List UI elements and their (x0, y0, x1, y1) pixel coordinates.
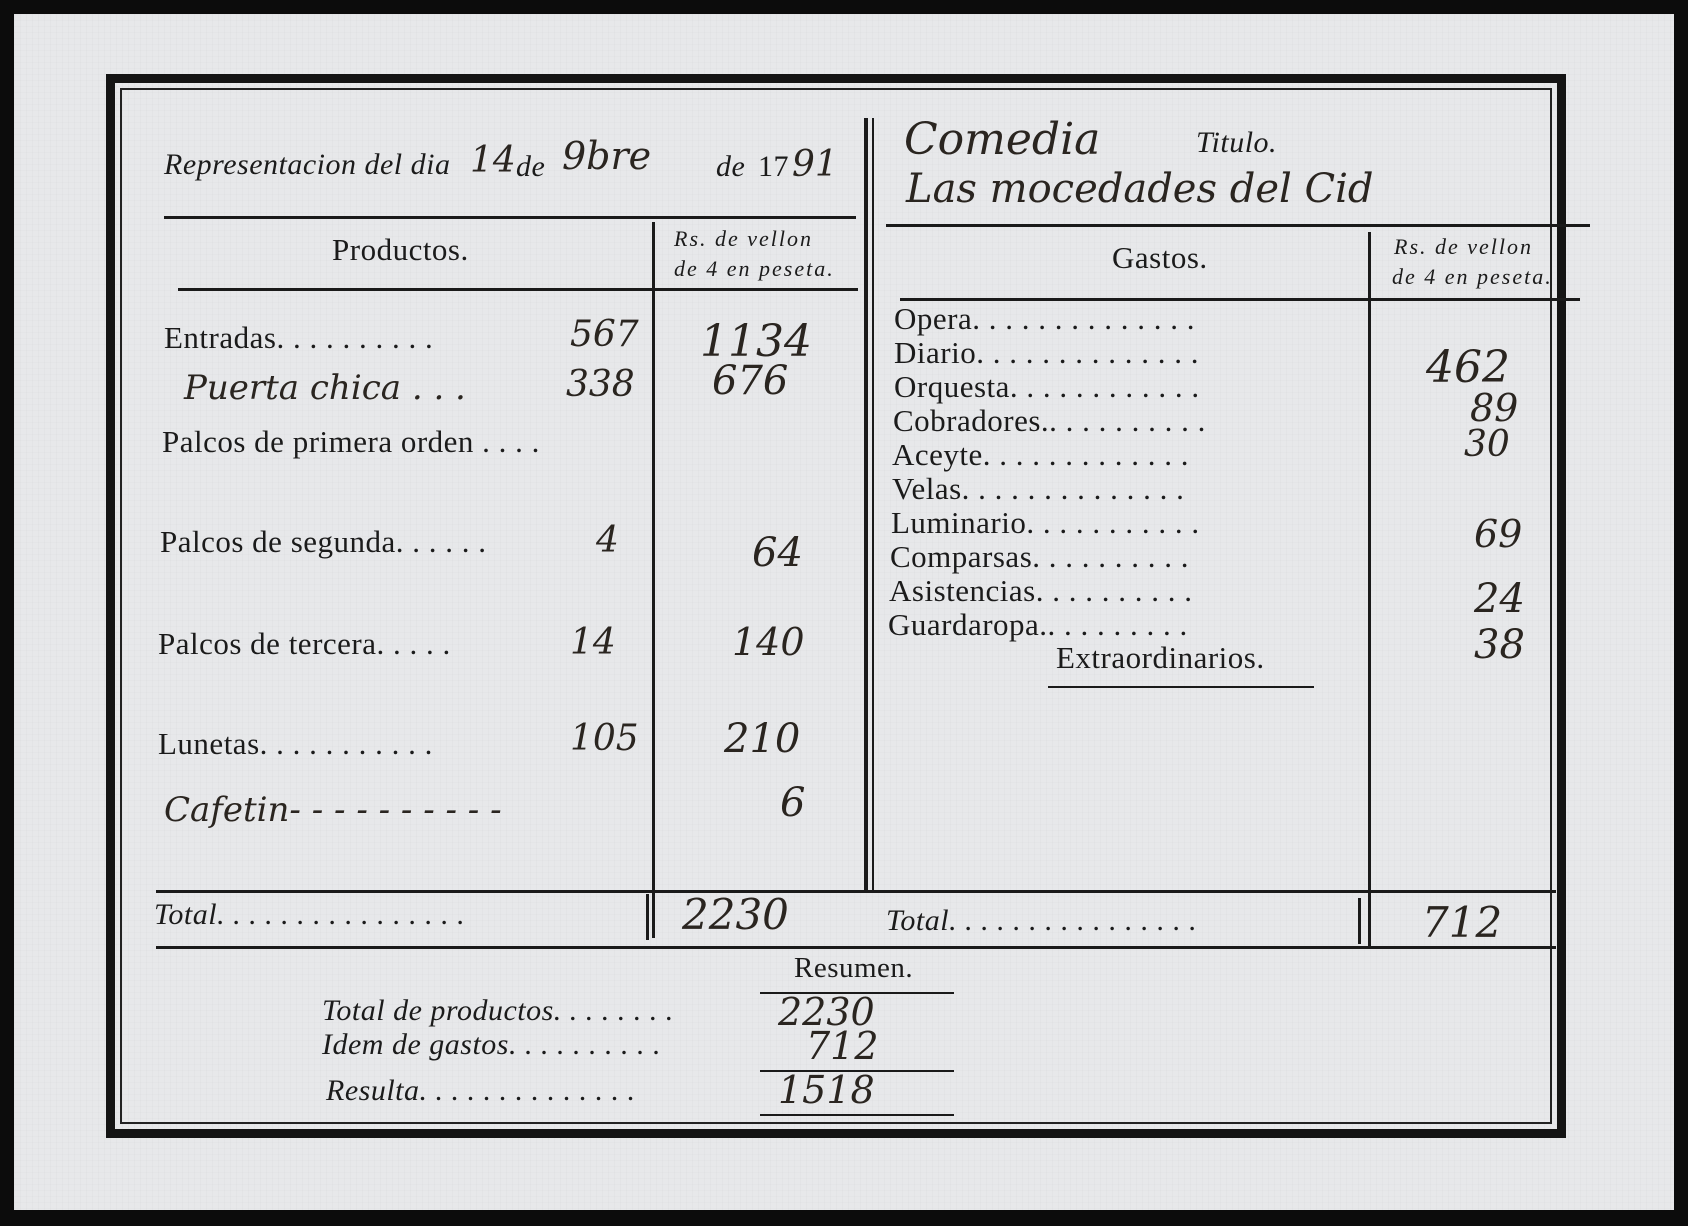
productos-amount-divider (652, 222, 655, 938)
gastos-amount: 69 (1474, 512, 1523, 556)
comedia-handwritten: Comedia (904, 114, 1101, 165)
gastos-amount: 24 (1474, 576, 1525, 622)
resumen-row-label: Total de productos. . . . . . . . (322, 994, 674, 1027)
productos-total-value: 2230 (682, 890, 789, 939)
productos-row-amount: 6 (780, 780, 806, 826)
productos-head-rule (178, 288, 858, 291)
productos-row-label: Palcos de segunda. . . . . . (160, 524, 487, 559)
gastos-row: Cobradores.. . . . . . . . . . (893, 403, 1206, 438)
productos-unit-line2: de 4 en peseta. (674, 256, 835, 281)
productos-row-label: Lunetas. . . . . . . . . . . (158, 726, 433, 761)
year-handwritten: 91 (792, 144, 838, 185)
gastos-amount: 30 (1464, 424, 1510, 465)
productos-row-amount: 64 (752, 530, 803, 576)
productos-row-label: Palcos de primera orden . . . . (162, 424, 540, 459)
extraordinarios-label: Extraordinarios. (1056, 640, 1265, 675)
gastos-heading: Gastos. (1112, 240, 1208, 275)
gastos-total-label: Total. . . . . . . . . . . . . . . . (886, 904, 1198, 937)
extraordinarios-rule (1048, 686, 1314, 688)
gastos-amount: 89 (1470, 386, 1519, 430)
gastos-row: Asistencias. . . . . . . . . . (889, 573, 1193, 608)
productos-row-label: Palcos de tercera. . . . . (158, 626, 451, 661)
productos-row-count: 4 (596, 520, 619, 561)
gastos-amount-divider (1368, 232, 1371, 946)
productos-row-amount: 1134 (700, 316, 812, 367)
productos-row-label: Cafetin- - - - - - - - - - (164, 790, 502, 830)
gastos-row: Comparsas. . . . . . . . . . (890, 539, 1190, 574)
productos-total-label: Total. . . . . . . . . . . . . . . . (154, 898, 466, 931)
gastos-amount: 38 (1474, 622, 1525, 668)
gastos-row: Guardaropa.. . . . . . . . . (888, 607, 1188, 642)
productos-row-amount: 140 (732, 620, 805, 664)
gastos-list (888, 301, 1352, 642)
de-label-1: de (516, 150, 546, 183)
resumen-row-value: 712 (806, 1024, 879, 1068)
titulo-label: Titulo. (1196, 126, 1278, 159)
resumen-rule-3 (760, 1114, 954, 1116)
year-prefix: 17 (758, 150, 789, 183)
resumen-row-label: Resulta. . . . . . . . . . . . . . (326, 1074, 636, 1107)
resumen-row-value: 1518 (778, 1068, 875, 1112)
resumen-row-value: 2230 (778, 990, 875, 1034)
productos-row-label: Puerta chica . . . (184, 368, 466, 408)
total-divider-right (1358, 898, 1361, 944)
productos-row-count: 14 (570, 622, 616, 663)
productos-row-count: 105 (570, 718, 639, 759)
day-handwritten: 14 (470, 140, 516, 181)
resumen-row-label: Idem de gastos. . . . . . . . . . (322, 1028, 661, 1061)
resumen-heading: Resumen. (794, 952, 914, 984)
gastos-row: Diario. . . . . . . . . . . . . . (894, 335, 1199, 370)
productos-row-count: 567 (570, 314, 639, 355)
gastos-unit-line1: Rs. de vellon (1394, 234, 1534, 259)
month-handwritten: 9bre (562, 134, 652, 178)
gastos-amount: 462 (1426, 342, 1510, 393)
productos-row-amount: 210 (724, 716, 801, 762)
productos-unit-line1: Rs. de vellon (674, 226, 814, 251)
productos-row-amount: 676 (712, 358, 789, 404)
gastos-row: Velas. . . . . . . . . . . . . . (892, 471, 1185, 506)
gastos-unit-line2: de 4 en peseta. (1392, 264, 1553, 289)
de-label-2: de (716, 150, 746, 183)
header-rule-left (164, 216, 856, 219)
gastos-row: Aceyte. . . . . . . . . . . . . (892, 437, 1190, 472)
productos-heading: Productos. (332, 232, 469, 267)
productos-row-count: 338 (566, 364, 635, 405)
total-divider-left (646, 894, 649, 940)
representacion-label: Representacion del dia (164, 148, 451, 181)
gastos-row: Opera. . . . . . . . . . . . . . (894, 301, 1195, 336)
gastos-total-value: 712 (1422, 898, 1503, 947)
center-divider-2 (872, 118, 874, 893)
productos-row-label: Entradas. . . . . . . . . . (164, 320, 434, 355)
total-rule-top (156, 890, 1556, 893)
play-title-handwritten: Las mocedades del Cid (906, 166, 1374, 212)
center-divider (864, 118, 868, 893)
total-rule-bottom (156, 946, 1556, 949)
gastos-row: Orquesta. . . . . . . . . . . . (894, 369, 1200, 404)
header-rule-right (886, 224, 1590, 227)
gastos-row: Luminario. . . . . . . . . . . (891, 505, 1200, 540)
